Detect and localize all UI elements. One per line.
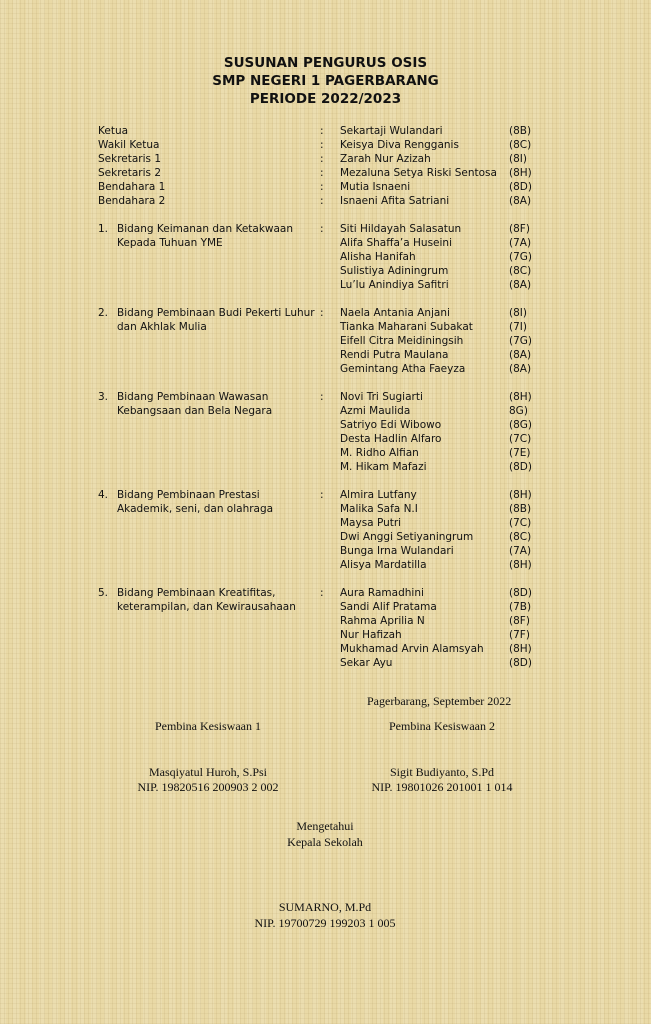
member-row — [98, 334, 548, 348]
colon: : — [320, 139, 324, 151]
kepala-sekolah-nip: NIP. 19700729 199203 1 005 — [254, 916, 396, 930]
member-class: (7E) — [509, 447, 531, 459]
member-row — [98, 460, 548, 474]
member-row — [98, 544, 548, 558]
member-name: M. Hikam Mafazi — [340, 461, 427, 473]
colon: : — [320, 153, 324, 165]
officer-row-sekretaris-1 — [98, 152, 548, 166]
member-name: Bunga Irna Wulandari — [340, 545, 454, 557]
mengetahui-label: Mengetahui — [296, 819, 354, 833]
member-class: (8A) — [509, 349, 532, 361]
member-class: (8H) — [509, 559, 532, 571]
member-row — [98, 516, 548, 530]
member-name: Satriyo Edi Wibowo — [340, 419, 442, 431]
member-name: Sekar Ayu — [340, 657, 393, 669]
member-row — [98, 348, 548, 362]
member-class: (8A) — [509, 279, 532, 291]
member-class: (7C) — [509, 433, 532, 445]
bidang-number: 3. — [98, 391, 109, 403]
member-row — [98, 278, 548, 292]
member-name: Naela Antania Anjani — [340, 307, 450, 319]
colon: : — [320, 489, 324, 501]
officer-name: Isnaeni Afita Satriani — [340, 195, 450, 207]
member-row — [98, 642, 548, 656]
member-name: Aura Ramadhini — [340, 587, 424, 599]
officer-role: Ketua — [98, 125, 129, 137]
officer-role: Sekretaris 1 — [98, 153, 162, 165]
officer-class: (8D) — [509, 181, 532, 193]
kepala-sekolah-title: Kepala Sekolah — [287, 835, 363, 849]
member-class: (8D) — [509, 461, 532, 473]
member-class: (7G) — [509, 335, 533, 347]
member-class: (7B) — [509, 601, 532, 613]
member-row — [98, 390, 548, 404]
title-line-1: SUSUNAN PENGURUS OSIS — [223, 55, 428, 71]
member-row — [98, 628, 548, 642]
member-class: (8C) — [509, 531, 532, 543]
pembina-2-title: Pembina Kesiswaan 2 — [389, 719, 495, 733]
member-row — [98, 586, 548, 600]
officer-role: Sekretaris 2 — [98, 167, 162, 179]
member-class: (8I) — [509, 307, 527, 319]
bidang-title: Bidang Pembinaan Wawasan Kebangsaan dan Bela Negara — [117, 391, 273, 417]
member-class: (8G) — [509, 419, 533, 431]
member-class: (8D) — [509, 587, 532, 599]
member-name: Gemintang Atha Faeyza — [340, 363, 466, 375]
bidang-number: 2. — [98, 307, 109, 319]
kepala-sekolah-name: SUMARNO, M.Pd — [278, 900, 372, 914]
bidang-title: Bidang Keimanan dan Ketakwaan Kepada Tuhuan YME — [117, 223, 294, 249]
member-row — [98, 558, 548, 572]
place-date: Pagerbarang, September 2022 — [367, 694, 512, 708]
bidang-number: 5. — [98, 587, 109, 599]
member-row — [98, 264, 548, 278]
officer-class: (8C) — [509, 139, 532, 151]
member-class: (8C) — [509, 265, 532, 277]
colon: : — [320, 223, 324, 235]
member-name: Sulistiya Adiningrum — [340, 265, 449, 277]
member-name: Malika Safa N.I — [340, 503, 418, 515]
member-row — [98, 222, 548, 236]
member-row — [98, 432, 548, 446]
pembina-2-nip: NIP. 19801026 201001 1 014 — [371, 780, 513, 794]
member-name: Desta Hadlin Alfaro — [340, 433, 442, 445]
member-name: Dwi Anggi Setiyaningrum — [340, 531, 474, 543]
member-name: Nur Hafizah — [340, 629, 402, 641]
member-name: Rendi Putra Maulana — [340, 349, 449, 361]
member-row — [98, 614, 548, 628]
pembina-1-nip: NIP. 19820516 200903 2 002 — [137, 780, 279, 794]
member-class: (8B) — [509, 503, 532, 515]
member-class: (8F) — [509, 223, 530, 235]
officer-class: (8I) — [509, 153, 527, 165]
member-row — [98, 530, 548, 544]
title-line-2: SMP NEGERI 1 PAGERBARANG — [212, 73, 439, 89]
member-row — [98, 236, 548, 250]
member-row — [98, 600, 548, 614]
member-class: (7A) — [509, 237, 532, 249]
officer-name: Sekartaji Wulandari — [340, 125, 443, 137]
title-line-3: PERIODE 2022/2023 — [249, 91, 402, 107]
member-row — [98, 250, 548, 264]
member-name: M. Ridho Alfian — [340, 447, 419, 459]
officer-class: (8H) — [509, 167, 532, 179]
bidang-title: Bidang Pembinaan Kreatifitas, keterampilan, dan Kewirausahaan — [117, 587, 296, 613]
member-row — [98, 306, 548, 320]
colon: : — [320, 195, 324, 207]
member-row — [98, 404, 548, 418]
member-row — [98, 362, 548, 376]
officer-class: (8B) — [509, 125, 532, 137]
member-row — [98, 446, 548, 460]
member-class: 8G) — [509, 405, 528, 417]
pembina-2-name: Sigit Budiyanto, S.Pd — [389, 765, 495, 779]
member-class: (8H) — [509, 391, 532, 403]
officer-name: Mutia Isnaeni — [340, 181, 411, 193]
member-name: Novi Tri Sugiarti — [340, 391, 423, 403]
officer-name: Mezaluna Setya Riski Sentosa — [340, 167, 497, 179]
member-class: (7F) — [509, 629, 530, 641]
member-row — [98, 320, 548, 334]
colon: : — [320, 167, 324, 179]
member-name: Alisha Hanifah — [340, 251, 416, 263]
officer-role: Wakil Ketua — [98, 139, 160, 151]
member-name: Tianka Maharani Subakat — [340, 321, 473, 333]
member-class: (8D) — [509, 657, 532, 669]
pembina-1-name: Masqiyatul Huroh, S.Psi — [148, 765, 267, 779]
officer-class: (8A) — [509, 195, 532, 207]
member-name: Sandi Alif Pratama — [340, 601, 437, 613]
member-name: Mukhamad Arvin Alamsyah — [340, 643, 484, 655]
bidang-title: Bidang Pembinaan Prestasi Akademik, seni, dan olahraga — [117, 489, 274, 515]
member-class: (7I) — [509, 321, 527, 333]
member-name: Azmi Maulida — [340, 405, 411, 417]
officer-name: Zarah Nur Azizah — [340, 153, 431, 165]
member-row — [98, 656, 548, 670]
officer-role: Bendahara 2 — [98, 195, 166, 207]
member-class: (8F) — [509, 615, 530, 627]
member-name: Maysa Putri — [340, 517, 402, 529]
member-name: Lu’lu Anindiya Safitri — [340, 279, 449, 291]
document-title — [0, 54, 651, 108]
member-name: Alisya Mardatilla — [340, 559, 427, 571]
member-class: (7G) — [509, 251, 533, 263]
colon: : — [320, 391, 324, 403]
bidang-title: Bidang Pembinaan Budi Pekerti Luhur dan Akhlak Mulia — [117, 307, 315, 333]
bidang-number: 4. — [98, 489, 109, 501]
member-class: (7A) — [509, 545, 532, 557]
member-name: Alifa Shaffa’a Huseini — [340, 237, 452, 249]
member-name: Siti Hildayah Salasatun — [340, 223, 462, 235]
pembina-1-title: Pembina Kesiswaan 1 — [155, 719, 261, 733]
member-class: (8H) — [509, 489, 532, 501]
member-row — [98, 418, 548, 432]
colon: : — [320, 125, 324, 137]
member-row — [98, 502, 548, 516]
officer-role: Bendahara 1 — [98, 181, 166, 193]
officer-row-bendahara-2 — [98, 194, 548, 208]
officer-row-bendahara-1 — [98, 180, 548, 194]
member-class: (8H) — [509, 643, 532, 655]
officer-row-sekretaris-2 — [98, 166, 548, 180]
member-row — [98, 488, 548, 502]
member-name: Eifell Citra Meidiningsih — [340, 335, 464, 347]
colon: : — [320, 587, 324, 599]
member-name: Rahma Aprilia N — [340, 615, 425, 627]
colon: : — [320, 181, 324, 193]
colon: : — [320, 307, 324, 319]
member-class: (7C) — [509, 517, 532, 529]
bidang-number: 1. — [98, 223, 109, 235]
officer-row-ketua — [98, 124, 548, 138]
member-class: (8A) — [509, 363, 532, 375]
officer-name: Keisya Diva Rengganis — [340, 139, 459, 151]
officer-row-wakil-ketua — [98, 138, 548, 152]
member-name: Almira Lutfany — [340, 489, 417, 501]
